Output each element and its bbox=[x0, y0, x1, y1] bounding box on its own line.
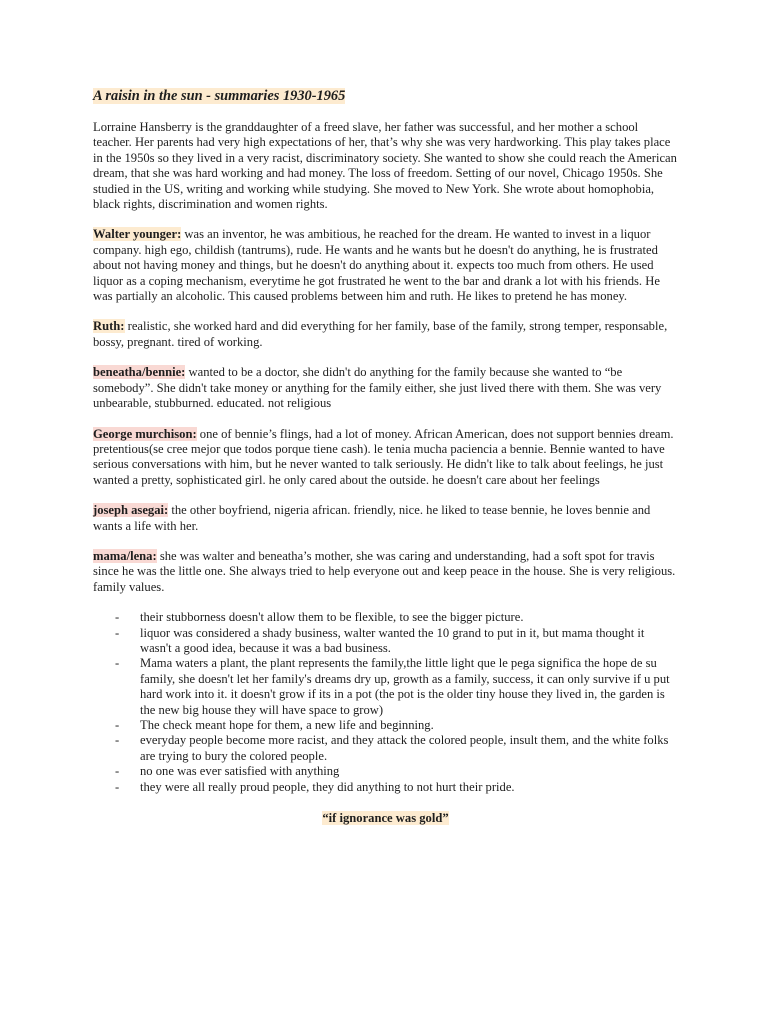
notes-list bbox=[93, 610, 678, 795]
list-item bbox=[93, 733, 678, 764]
list-item-text: no one was ever satisfied with anything bbox=[140, 764, 340, 779]
character-name: mama/lena: bbox=[93, 548, 157, 563]
bullet-marker: - bbox=[115, 733, 120, 748]
bullet-marker: - bbox=[115, 779, 120, 794]
intro-paragraph: Lorraine Hansberry is the granddaughter of a freed slave, her father was successful, and her mother a school teacher. Her parents had very high expectations of her, that’s why she was very hardworking. This play takes place in the 1950s so they lived in a very racist, discriminatory society. She wanted to show she could reach the American dream, that she was hard working and had money. The loss of freedom. Setting of our novel, Chicago 1950s. She studied in the US, writing and working while studying. She moved to New York. She wrote about homophobia, black rights, discrimination and women rights. bbox=[93, 120, 677, 212]
character-mama bbox=[93, 549, 678, 595]
bullet-marker: - bbox=[115, 764, 120, 779]
document-page bbox=[93, 87, 678, 826]
character-george bbox=[93, 427, 678, 489]
bullet-marker: - bbox=[115, 625, 120, 640]
character-description: was an inventor, he was ambitious, he reached for the dream. He wanted to invest in a liquor company. high ego, childish (tantrums), rude. He wants and he wants but he doesn't do anything, he is frustrated about not having money and things, but he doesn't do anything about it. expects too much from others. He used liquor as a coping mechanism, everytime he got frustrated he went to the bar and drank a lot with his friends. He was partially an alcoholic. This caused problems between him and ruth. He likes to pretend he has money. bbox=[93, 227, 660, 304]
bullet-marker: - bbox=[115, 718, 120, 732]
list-item-text: they were all really proud people, they did anything to not hurt their pride. bbox=[140, 779, 515, 794]
closing-quote-text: “if ignorance was gold” bbox=[322, 811, 449, 826]
list-item-text: everyday people become more racist, and they attack the colored people, insult them, and the white folks are trying to bury the colored people. bbox=[140, 733, 669, 763]
list-item-text: The check meant hope for them, a new life and beginning. bbox=[140, 718, 434, 732]
character-name: George murchison: bbox=[93, 426, 197, 441]
character-ruth bbox=[93, 319, 678, 350]
character-beneatha bbox=[93, 365, 678, 411]
character-walter bbox=[93, 227, 678, 304]
list-item bbox=[93, 718, 678, 733]
list-item bbox=[93, 656, 678, 718]
list-item bbox=[93, 626, 678, 657]
list-item bbox=[93, 610, 678, 625]
bullet-marker: - bbox=[115, 610, 120, 625]
character-description: wanted to be a doctor, she didn't do anything for the family because she wanted to “be somebody”. She didn't take money or anything for the family either, she just lived there with them. She was very unbearable, stubburned. educated. not religious bbox=[93, 365, 662, 411]
document-title-text: A raisin in the sun - summaries 1930-1965 bbox=[93, 88, 346, 104]
closing-quote bbox=[93, 811, 678, 826]
bullet-marker: - bbox=[115, 656, 120, 671]
list-item bbox=[93, 780, 678, 795]
character-description: she was walter and beneatha’s mother, she was caring and understanding, had a soft spot for travis since he was the little one. She always tried to help everyone out and keep peace in the house. She is very religious. family values. bbox=[93, 548, 676, 594]
character-description: realistic, she worked hard and did everything for her family, base of the family, strong temper, responsable, bossy, pregnant. tired of working. bbox=[93, 319, 668, 349]
character-name: Ruth: bbox=[93, 319, 125, 334]
list-item-text: liquor was considered a shady business, walter wanted the 10 grand to put in it, but mama thought it wasn't a good idea, because it was a bad business. bbox=[140, 625, 645, 655]
character-name: joseph asegai: bbox=[93, 503, 169, 518]
list-item-text: Mama waters a plant, the plant represents the family,the little light que le pega significa the hope de su family, she doesn't let her family's dreams dry up, growth as a family, success, it can only survive if u put hard work into it. it doesn't grow if its in a pot (the pot is the older tiny house they lived in, the garden is the new big house they will have space to grow) bbox=[140, 656, 670, 717]
character-name: Walter younger: bbox=[93, 227, 182, 242]
list-item-text: their stubborness doesn't allow them to be flexible, to see the bigger picture. bbox=[140, 610, 524, 625]
character-name: beneatha/bennie: bbox=[93, 365, 186, 380]
document-title bbox=[93, 87, 678, 105]
character-description: the other boyfriend, nigeria african. friendly, nice. he liked to tease bennie, he loves bennie and wants a life with her. bbox=[93, 503, 651, 533]
character-joseph bbox=[93, 503, 678, 534]
character-description: one of bennie’s flings, had a lot of money. African American, does not support bennies dream. pretentious(se cree mejor que todos porque tiene cash). le tenia mucha paciencia a bennie. Bennie wanted to have serious conversations with him, but he never wanted to talk seriously. He didn't like to talk about feelings, he just wanted a pretty, sophisticated girl. he only cared about the outside. he doesn't care about her feelings bbox=[93, 426, 674, 487]
list-item bbox=[93, 764, 678, 779]
